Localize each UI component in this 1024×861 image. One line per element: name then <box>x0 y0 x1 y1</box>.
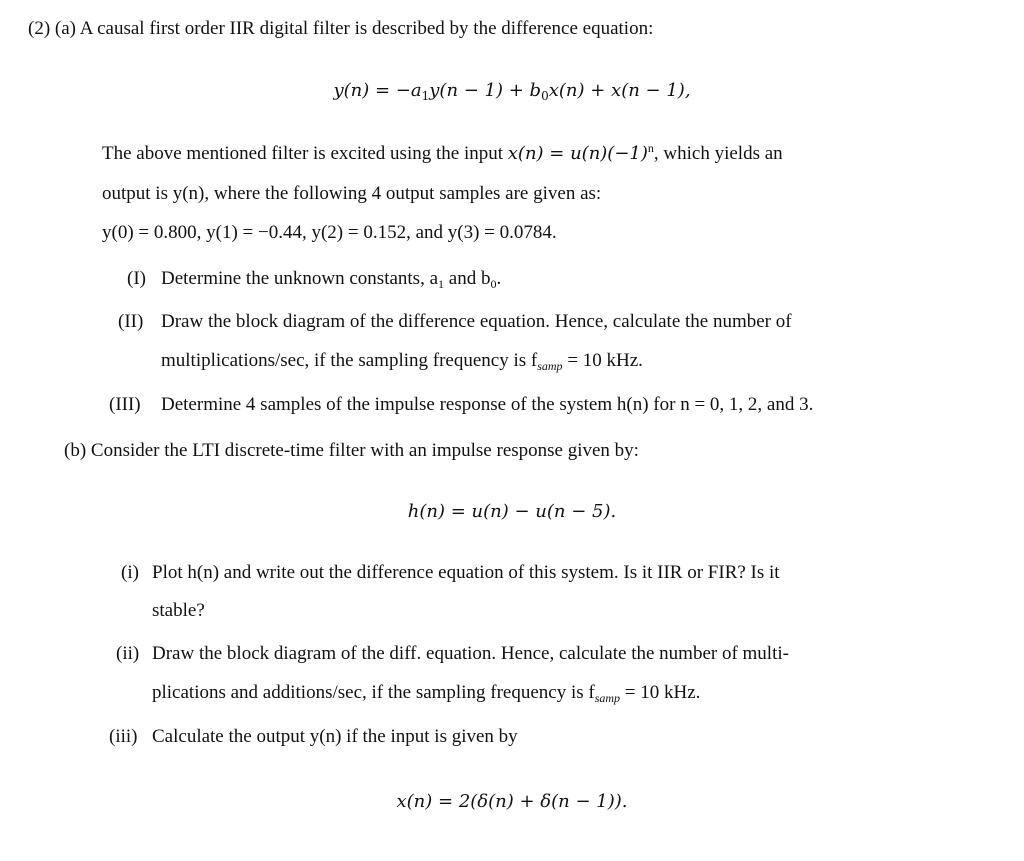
eq1-lhs: y(n) = −a <box>333 80 422 101</box>
item-I-label: (I) <box>127 268 146 289</box>
I-sub2: 0 <box>490 277 497 291</box>
ii-text-b: = 10 kHz. <box>620 682 701 703</box>
I-text-c: . <box>496 268 502 289</box>
item-iii-label: (iii) <box>109 726 138 747</box>
ii-sub: samp <box>594 691 621 705</box>
I-sub1: 1 <box>438 277 445 291</box>
impulse-response-equation: h(n) = u(n) − u(n − 5). <box>407 501 617 522</box>
item-i-label: (i) <box>121 562 139 583</box>
I-text-b: and b <box>444 268 491 289</box>
item-ii-label: (ii) <box>116 643 140 664</box>
item-III-text: Determine 4 samples of the impulse response of the system h(n) for n = 0, 1, 2, and 3. <box>161 394 814 415</box>
eq1-sub1: 1 <box>421 89 430 103</box>
p1-math: x(n) = u(n)(−1) <box>507 143 648 164</box>
item-ii-line2 <box>152 680 700 706</box>
paragraph-line-1 <box>102 141 930 167</box>
item-iii-text: Calculate the output y(n) if the input is given by <box>152 726 518 747</box>
eq1-sub2: 0 <box>541 89 549 103</box>
item-II-label: (II) <box>118 311 144 332</box>
item-I-text <box>161 266 501 292</box>
I-text-a: Determine the unknown constants, a <box>161 268 439 289</box>
output-samples: y(0) = 0.800, y(1) = −0.44, y(2) = 0.152, and y(3) = 0.0784. <box>102 222 557 243</box>
II-text-b: = 10 kHz. <box>562 350 643 371</box>
input-equation: x(n) = 2(δ(n) + δ(n − 1)). <box>396 791 628 812</box>
item-ii-line1: Draw the block diagram of the diff. equation. Hence, calculate the number of multi- <box>152 643 789 664</box>
p1-text-b: , which yields an <box>653 143 783 164</box>
item-i-line2: stable? <box>152 600 205 621</box>
eq1-rest: x(n) + x(n − 1), <box>548 80 691 101</box>
item-III-label: (III) <box>109 394 141 415</box>
ii-text-a: plications and additions/sec, if the sampling frequency is f <box>152 682 595 703</box>
p1-text-a: The above mentioned filter is excited using the input <box>102 143 508 164</box>
item-i-line1: Plot h(n) and write out the difference equation of this system. Is it IIR or FIR? Is it <box>152 562 780 583</box>
II-text-a: multiplications/sec, if the sampling frequency is f <box>161 350 538 371</box>
item-II-line2 <box>161 348 643 374</box>
item-II-line1: Draw the block diagram of the difference equation. Hence, calculate the number of <box>161 311 792 332</box>
difference-equation <box>0 78 1024 104</box>
eq1-mid: y(n − 1) + b <box>429 80 542 101</box>
II-sub: samp <box>537 359 563 373</box>
part-b-header: (b) Consider the LTI discrete-time filter with an impulse response given by: <box>64 440 639 461</box>
problem-header: (2) (a) A causal first order IIR digital filter is described by the difference equation: <box>28 18 654 39</box>
p1-sup: n <box>647 141 654 155</box>
paragraph-line-2: output is y(n), where the following 4 output samples are given as: <box>102 183 602 204</box>
